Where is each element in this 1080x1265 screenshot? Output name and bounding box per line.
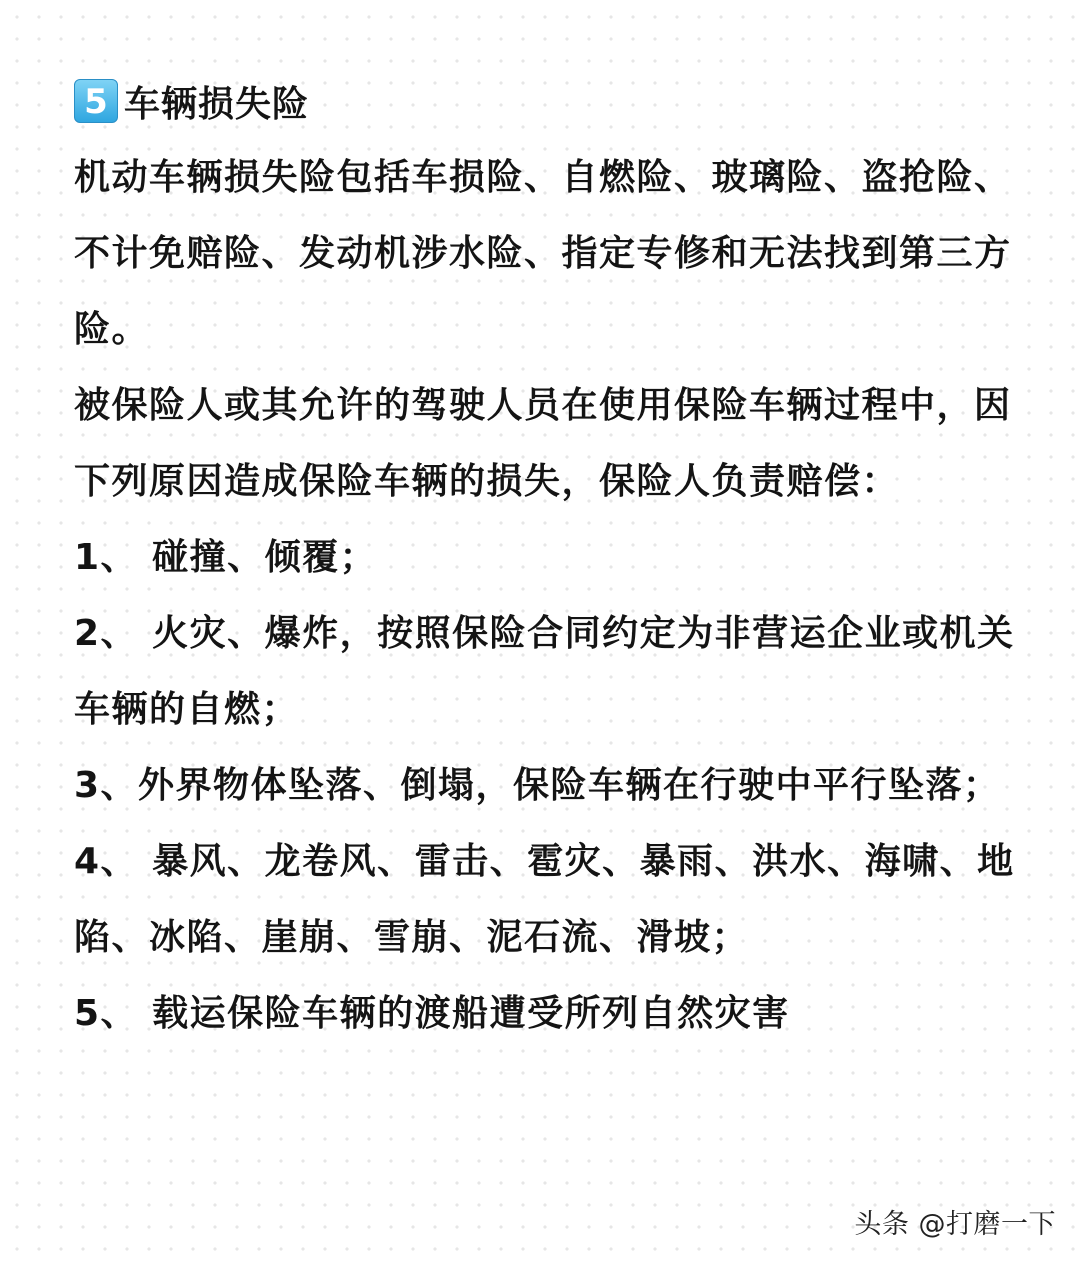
keycap-number-icon: 5 [74,79,118,123]
section-heading [74,70,1024,132]
article-content [74,70,1024,1052]
cause-list [74,520,1024,1052]
section-title: 车辆损失险 [124,83,310,125]
list-item: 5、 载运保险车辆的渡船遭受所列自然灾害 [74,993,790,1034]
list-item: 4、 暴风、龙卷风、雷击、雹灾、暴雨、洪水、海啸、地陷、冰陷、崖崩、雪崩、泥石流、滑坡； [74,841,1015,958]
list-item: 1、 碰撞、倾覆； [74,537,378,578]
coverage-paragraph: 被保险人或其允许的驾驶人员在使用保险车辆过程中，因下列原因造成保险车辆的损失，保险人负责赔偿： [74,385,1012,502]
watermark: 头条 @打磨一下 [854,1209,1056,1240]
list-item: 2、 火灾、爆炸，按照保险合同约定为非营运企业或机关车辆的自燃； [74,613,1015,730]
list-item: 3、外界物体坠落、倒塌，保险车辆在行驶中平行坠落； [74,765,1001,806]
intro-paragraph: 机动车辆损失险包括车损险、自燃险、玻璃险、盗抢险、不计免赔险、发动机涉水险、指定专修和无法找到第三方险。 [74,157,1012,350]
